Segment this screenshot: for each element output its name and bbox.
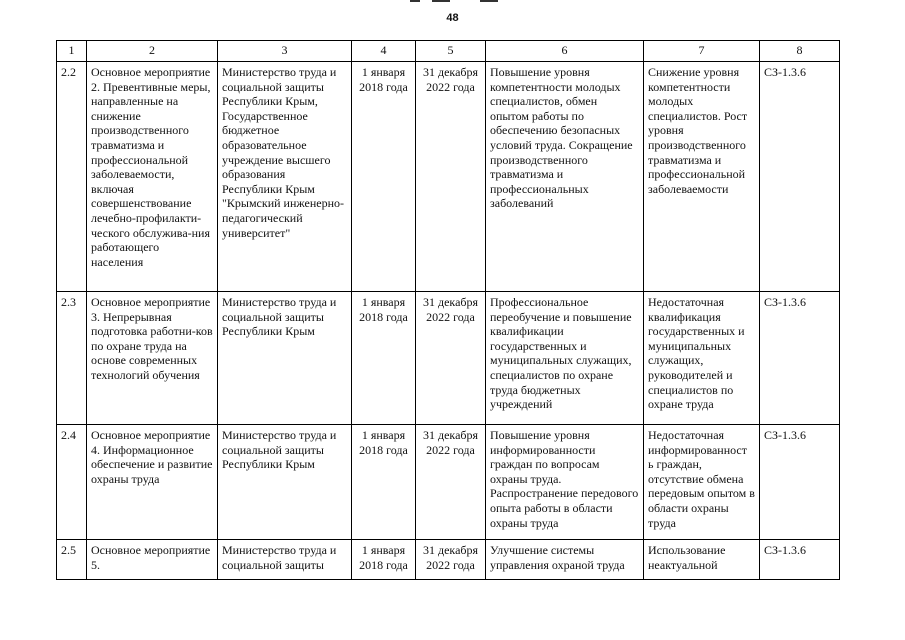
column-header: 1 (57, 41, 87, 62)
activity-name: Основное мероприятие 2. Превентивные меры, направленные на снижение производственного травматизма и профессиональной заболеваемости, включая совершенствование лечебно-профилакти-ческого обслужива-ния работающего населения (87, 62, 218, 292)
start-date: 1 января 2018 года (352, 425, 416, 540)
expected-result: Повышение уровня компетентности молодых специалистов, обмен опытом работы по обеспечению безопасных условий труда. Сокращение производственного травматизма и профессиональных заболеваний (486, 62, 644, 292)
start-date: 1 января 2018 года (352, 292, 416, 425)
column-header: 2 (87, 41, 218, 62)
end-date: 31 декабря 2022 года (416, 62, 486, 292)
column-header: 8 (760, 41, 840, 62)
start-date: 1 января 2018 года (352, 540, 416, 580)
expected-result: Улучшение системы управления охраной труда (486, 540, 644, 580)
table-row (57, 540, 840, 580)
non-implementation-consequences: Снижение уровня компетентности молодых специалистов. Рост уровня производственного травматизма и профессиональной заболеваемости (644, 62, 760, 292)
row-number: 2.3 (57, 292, 87, 425)
expected-result: Повышение уровня информированности граждан по вопросам охраны труда. Распространение передового опыта работы в области охраны труда (486, 425, 644, 540)
expected-result: Профессиональное переобучение и повышение квалификации государственных и муниципальных служащих, специалистов по охране труда бюджетных учреждений (486, 292, 644, 425)
end-date: 31 декабря 2022 года (416, 292, 486, 425)
top-edge-marks (410, 0, 530, 3)
non-implementation-consequences: Использование неактуальной (644, 540, 760, 580)
page-number: 48 (446, 12, 459, 24)
table-row (57, 62, 840, 292)
row-number: 2.4 (57, 425, 87, 540)
responsible-executor: Министерство труда и социальной защиты Республики Крым (218, 292, 352, 425)
end-date: 31 декабря 2022 года (416, 540, 486, 580)
column-header: 5 (416, 41, 486, 62)
responsible-executor: Министерство труда и социальной защиты Республики Крым (218, 425, 352, 540)
activity-name: Основное мероприятие 5. (87, 540, 218, 580)
responsible-executor: Министерство труда и социальной защиты Республики Крым, Государственное бюджетное образовательное учреждение высшего образования Республики Крым "Крымский инженерно-педагогический университет" (218, 62, 352, 292)
indicator-link: СЗ-1.3.6 (760, 292, 840, 425)
header-row (57, 41, 840, 62)
indicator-link: СЗ-1.3.6 (760, 540, 840, 580)
non-implementation-consequences: Недостаточная квалификация государственных и муниципальных служащих, руководителей и специалистов по охране труда (644, 292, 760, 425)
table-row (57, 292, 840, 425)
column-header: 4 (352, 41, 416, 62)
end-date: 31 декабря 2022 года (416, 425, 486, 540)
start-date: 1 января 2018 года (352, 62, 416, 292)
row-number: 2.5 (57, 540, 87, 580)
column-header: 6 (486, 41, 644, 62)
table-row (57, 425, 840, 540)
non-implementation-consequences: Недостаточная информированност ь граждан, отсутствие обмена передовым опытом в области охраны труда (644, 425, 760, 540)
indicator-link: СЗ-1.3.6 (760, 62, 840, 292)
column-header: 3 (218, 41, 352, 62)
column-header: 7 (644, 41, 760, 62)
program-activities-table (56, 40, 840, 580)
row-number: 2.2 (57, 62, 87, 292)
activity-name: Основное мероприятие 4. Информационное обеспечение и развитие охраны труда (87, 425, 218, 540)
activity-name: Основное мероприятие 3. Непрерывная подготовка работни-ков по охране труда на основе современных технологий обучения (87, 292, 218, 425)
indicator-link: СЗ-1.3.6 (760, 425, 840, 540)
responsible-executor: Министерство труда и социальной защиты (218, 540, 352, 580)
